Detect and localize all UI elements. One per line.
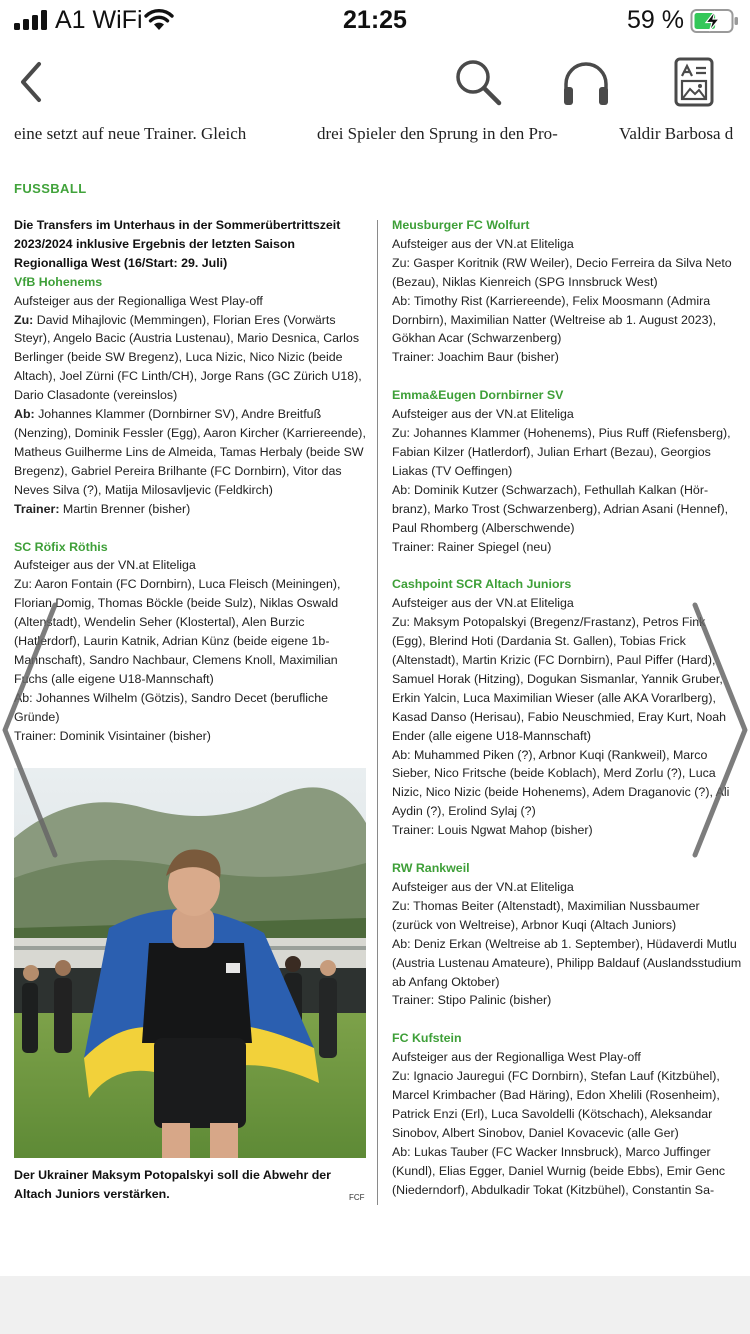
battery-charging-icon bbox=[690, 8, 740, 34]
bottom-bar bbox=[0, 1276, 750, 1334]
team-status: Aufsteiger aus der Regionalliga West Play-off bbox=[392, 1050, 641, 1065]
column-divider bbox=[377, 220, 378, 1205]
incoming-label: Zu: bbox=[14, 312, 34, 327]
clock: 21:25 bbox=[343, 6, 407, 34]
battery-percentage: 59 % bbox=[627, 6, 684, 34]
team-incoming: Zu: Ignacio Jauregui (FC Dornbirn), Stefan Lauf (Kitzbühel), Marcel Krimbacher (Bad Häring), Edon Xhelili (Rosenheim), Patrick Enzi (Erl), Luca Savoldelli (Kötschach), Aleksandar Sinobov, Albert Sinobov, Daniel Kovacevic (alle Ger) bbox=[392, 1069, 720, 1140]
photo-caption: Der Ukrainer Maksym Potopalskyi soll die Abwehr der Altach Juniors verstärken. bbox=[14, 1168, 331, 1201]
prev-text-col-1: eine setzt auf neue Trainer. Gleich bbox=[14, 124, 247, 143]
team-outgoing: Ab: Timothy Rist (Karriereende), Felix Moosmann (Admira Dornbirn), Maximilian Natter (Weltreise ab 1. August 2023), Gökhan Acar (Schwarzenberg) bbox=[392, 293, 717, 346]
team-outgoing bbox=[14, 405, 370, 500]
team-status: Aufsteiger aus der Regionalliga West Play-off bbox=[14, 293, 263, 308]
back-button[interactable] bbox=[2, 52, 62, 112]
prev-text-col-2: drei Spieler den Sprung in den Pro- bbox=[317, 124, 558, 143]
prev-text-col-3: Valdir Barbosa d bbox=[619, 124, 734, 143]
team-incoming: Zu: Gasper Koritnik (RW Weiler), Decio Ferreira da Silva Neto (Bezau), Niklas Kienreich (SPG Innsbruck West) bbox=[392, 255, 732, 289]
team-incoming: Zu: Maksym Potopalskyi (Bregenz/Frastanz), Petros Fink (Egg), Blerind Hoti (Dardania St. Gallen), Tobias Frick (Altenstadt), Martin Krizic (FC Dornbirn), Paul Piffer (Hard), Samuel Horak (Hitzing), Dogukan Sismanlar, Yannik Gruber, Erkin Yalcin, Luca Maximilian Wieser (alle AKA Vorarlberg), Kasad Danso (Herisau), Fabio Neuschmied, Eray Kurt, Noah Ender (alle eigene U18-Mannschaft) bbox=[392, 615, 727, 743]
headphones-icon bbox=[560, 56, 612, 108]
article-headline: Die Transfers im Unterhaus in der Sommerübertrittszeit 2023/2024 inklusive Ergebnis der letzten Saison Regionalliga West (16/Start: 29. Juli) bbox=[14, 218, 341, 270]
trainer-label: Trainer: bbox=[14, 501, 60, 516]
carrier-label: A1 WiFi bbox=[55, 6, 143, 34]
team-status: Aufsteiger aus der VN.at Eliteliga bbox=[392, 236, 574, 251]
outgoing-label: Ab: bbox=[14, 407, 35, 422]
team-outgoing: Ab: Dominik Kutzer (Schwarzach), Fethullah Kalkan (Hörbranz), Marko Trost (Schwarzenberg), Adrian Asani (Hennef), Paul Rhomberg (Alberschwende) bbox=[392, 482, 729, 535]
chevron-left-icon bbox=[0, 600, 60, 860]
team-name: SC Röfix Röthis bbox=[14, 539, 108, 554]
next-page-button[interactable] bbox=[690, 600, 750, 860]
reader-toolbar bbox=[0, 44, 750, 124]
team-block-fc-kufstein bbox=[392, 1029, 742, 1199]
team-incoming bbox=[14, 311, 370, 406]
team-name: VfB Hohenems bbox=[14, 274, 103, 289]
team-block-vfb-hohenems bbox=[14, 273, 370, 519]
outgoing-list: Johannes Klammer (Dornbirner SV), Andre Breitfuß (Nenzing), Dominik Fessler (Egg), Aaron Kircher (Karriereende), Matheus Guilherme Lins de Almeida, Tamas Herbaly (beide SW Bregenz), Gabriel Pereira Brilhante (FC Dornbirn), Vitor das Neves Silva (?), Matija Milosavljevic (Feldkirch) bbox=[14, 407, 366, 497]
team-outgoing: Ab: Johannes Wilhelm (Götzis), Sandro Decet (berufliche Gründe) bbox=[14, 690, 329, 724]
chevron-left-icon bbox=[17, 60, 47, 104]
article-photo[interactable] bbox=[14, 768, 366, 1158]
team-name: Meusburger FC Wolfurt bbox=[392, 218, 530, 232]
team-trainer: Trainer: Stipo Palinic (bisher) bbox=[392, 993, 552, 1008]
team-name: Emma&Eugen Dornbirner SV bbox=[392, 388, 564, 403]
team-trainer: Trainer: Dominik Visintainer (bisher) bbox=[14, 728, 211, 743]
article-view-button[interactable] bbox=[664, 52, 724, 112]
team-incoming: Zu: Johannes Klammer (Hohenems), Pius Ruff (Riefensberg), Fabian Kilzer (Hatlerdorf), Julian Erhart (Bezau), Georgios Liakas (TV Oeffingen) bbox=[392, 426, 731, 478]
article-left-column bbox=[14, 216, 370, 764]
team-incoming: Zu: Thomas Beiter (Altenstadt), Maximilian Nussbaumer (zurück von Weltreise), Arbnor Kuqi (Altach Juniors) bbox=[392, 898, 700, 932]
team-outgoing: Ab: Deniz Erkan (Weltreise ab 1. September), Hüdaverdi Mutlu (Austria Lustenau Amateure), Philipp Baldauf (Auslandsstudium ab Anfang Oktober) bbox=[392, 936, 742, 989]
article-view-icon bbox=[672, 56, 716, 108]
team-name: FC Kufstein bbox=[392, 1031, 462, 1046]
team-block-fc-wolfurt bbox=[392, 216, 742, 367]
team-name: Cashpoint SCR Altach Juniors bbox=[392, 577, 572, 592]
status-bar bbox=[0, 0, 750, 42]
previous-article-text-row bbox=[0, 124, 750, 148]
category-label: FUSSBALL bbox=[14, 181, 87, 196]
search-icon bbox=[452, 56, 504, 108]
player-photo-illustration bbox=[14, 768, 366, 1158]
previous-page-button[interactable] bbox=[0, 600, 60, 860]
team-block-dornbirner-sv bbox=[392, 386, 742, 556]
team-block-sc-roethis bbox=[14, 538, 370, 746]
team-trainer bbox=[14, 500, 370, 519]
team-trainer: Trainer: Joachim Baur (bisher) bbox=[392, 350, 559, 365]
team-status: Aufsteiger aus der VN.at Eliteliga bbox=[392, 407, 574, 422]
incoming-list: David Mihajlovic (Memmingen), Florian Eres (Vorwärts Steyr), Angelo Bacic (Austria Lustenau), Mario Desnica, Carlos Berlinger (beide SW Bregenz), Luca Nizic, Nico Nizic (beide Altach), Joel Zürni (FC Linth/CH), Jorge Rans (GC Zürich U18), Dario Clasadonte (vereinslos) bbox=[14, 312, 362, 403]
team-trainer: Trainer: Louis Ngwat Mahop (bisher) bbox=[392, 823, 593, 838]
photo-credit: FCF bbox=[349, 1193, 365, 1202]
team-status: Aufsteiger aus der VN.at Eliteliga bbox=[14, 558, 196, 573]
chevron-right-icon bbox=[690, 600, 750, 860]
team-status: Aufsteiger aus der VN.at Eliteliga bbox=[392, 880, 574, 894]
team-incoming: Zu: Aaron Fontain (FC Dornbirn), Luca Fleisch (Meiningen), Florian Domig, Thomas Böckle (beide Sulz), Niklas Oswald (Altenstadt), Wendelin Seher (Klostertal), Alen Burzic (Hatlerdorf), Laurin Katnik, Adrian Künz (beide eigene 1b-Mannschaft), Sandro Nachbaur, Clemens Knoll, Maximilian Fuchs (alle eigene U18-Mannschaft) bbox=[14, 577, 341, 686]
team-name: RW Rankweil bbox=[392, 861, 470, 876]
audio-button[interactable] bbox=[556, 52, 616, 112]
search-button[interactable] bbox=[448, 52, 508, 112]
team-block-rw-rankweil bbox=[392, 859, 742, 1010]
team-outgoing: Ab: Lukas Tauber (FC Wacker Innsbruck), Marco Juffinger (Kundl), Elias Egger, Daniel Wurnig (beide Ebbs), Emir Genc (Niederndorf), Abdulkadir Tokat (Kitzbühel), Constantin Sa- bbox=[392, 1144, 726, 1197]
team-status: Aufsteiger aus der VN.at Eliteliga bbox=[392, 596, 574, 611]
team-outgoing: Ab: Muhammed Piken (?), Arbnor Kuqi (Rankweil), Marco Sieber, Nico Fritsche (beide Koblach), Merd Zorlu (?), Luca Nizic, Nico Nizic (beide Hohenems), Adem Draganovic (?), Ali Aydin (?), Erolind Sylaj (?) bbox=[392, 747, 730, 819]
team-trainer: Trainer: Rainer Spiegel (neu) bbox=[392, 539, 552, 554]
trainer-name: Martin Brenner (bisher) bbox=[62, 501, 191, 516]
